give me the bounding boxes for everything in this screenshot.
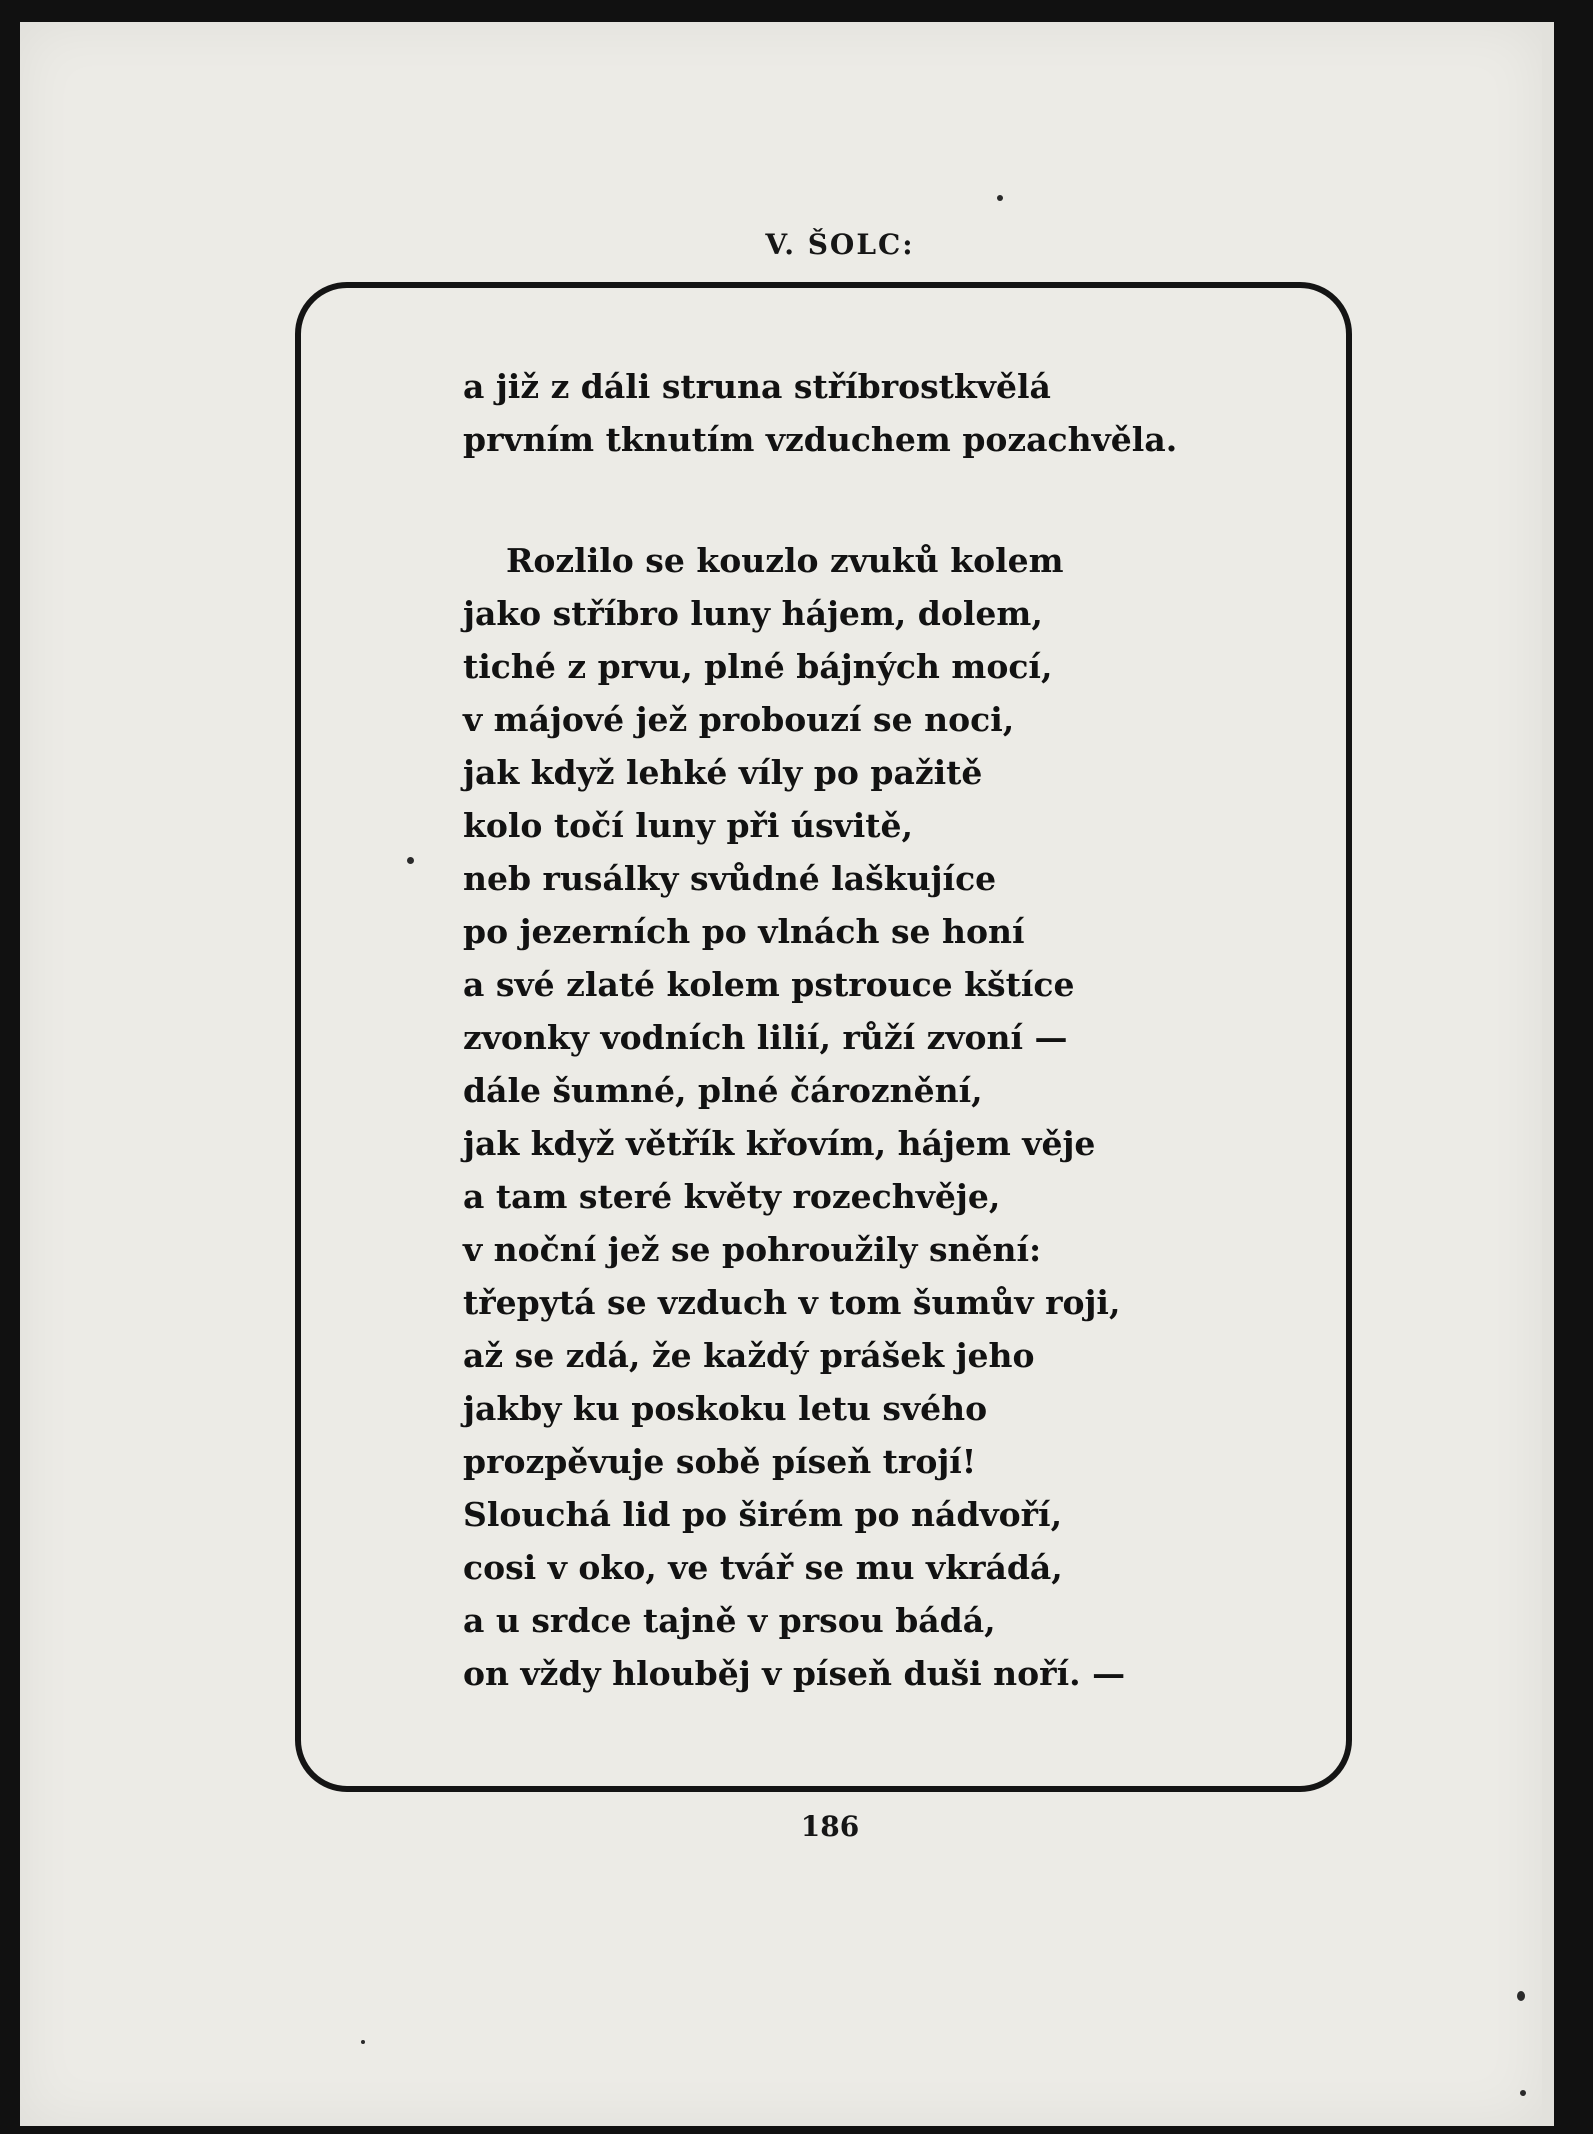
poem-line: v noční jež se pohroužily snění: [463,1230,1042,1269]
poem-line: tiché z prvu, plné bájných mocí, [463,647,1053,686]
poem-line: kolo točí luny při úsvitě, [463,806,913,845]
poem-line: jak když větřík křovím, hájem věje [463,1124,1096,1163]
poem-line: a tam steré květy rozechvěje, [463,1177,1001,1216]
poem-line: a u srdce tajně v prsou bádá, [463,1601,996,1640]
scan-speck [407,857,414,864]
poem-text [463,360,1183,1700]
poem-line: Rozlilo se kouzlo zvuků kolem [506,541,1064,580]
scan-speck [1520,2090,1526,2096]
poem-line: prozpěvuje sobě píseň trojí! [463,1442,977,1481]
poem-line: on vždy hlouběj v píseň duši noří. — [463,1654,1126,1693]
poem-line: cosi v oko, ve tvář se mu vkrádá, [463,1548,1063,1587]
poem-line: prvním tknutím vzduchem pozachvěla. [463,420,1178,459]
scan-speck [997,195,1003,201]
scan-speck [361,2040,365,2044]
poem-line: Slouchá lid po širém po nádvoří, [463,1495,1063,1534]
poem-line: třepytá se vzduch v tom šumův roji, [463,1283,1121,1322]
poem-line: v májové jež probouzí se noci, [463,700,1015,739]
stanza-break [463,466,1183,534]
page-number: 186 [800,1810,860,1843]
poem-line: a své zlaté kolem pstrouce kštíce [463,965,1075,1004]
poem-line: a již z dáli struna stříbrostkvělá [463,367,1051,406]
poem-line: až se zdá, že každý prášek jeho [463,1336,1035,1375]
poem-line: neb rusálky svůdné laškujíce [463,859,997,898]
poem-line: po jezerních po vlnách se honí [463,912,1025,951]
poem-line: jako stříbro luny hájem, dolem, [463,594,1043,633]
poem-line: jakby ku poskoku letu svého [463,1389,988,1428]
scan-speck [1517,1991,1525,2001]
poem-line: dále šumné, plné čároznění, [463,1071,983,1110]
poem-line: zvonky vodních lilií, růží zvoní — [463,1018,1068,1057]
running-header: V. ŠOLC: [765,228,915,261]
poem-line: jak když lehké víly po pažitě [463,753,983,792]
